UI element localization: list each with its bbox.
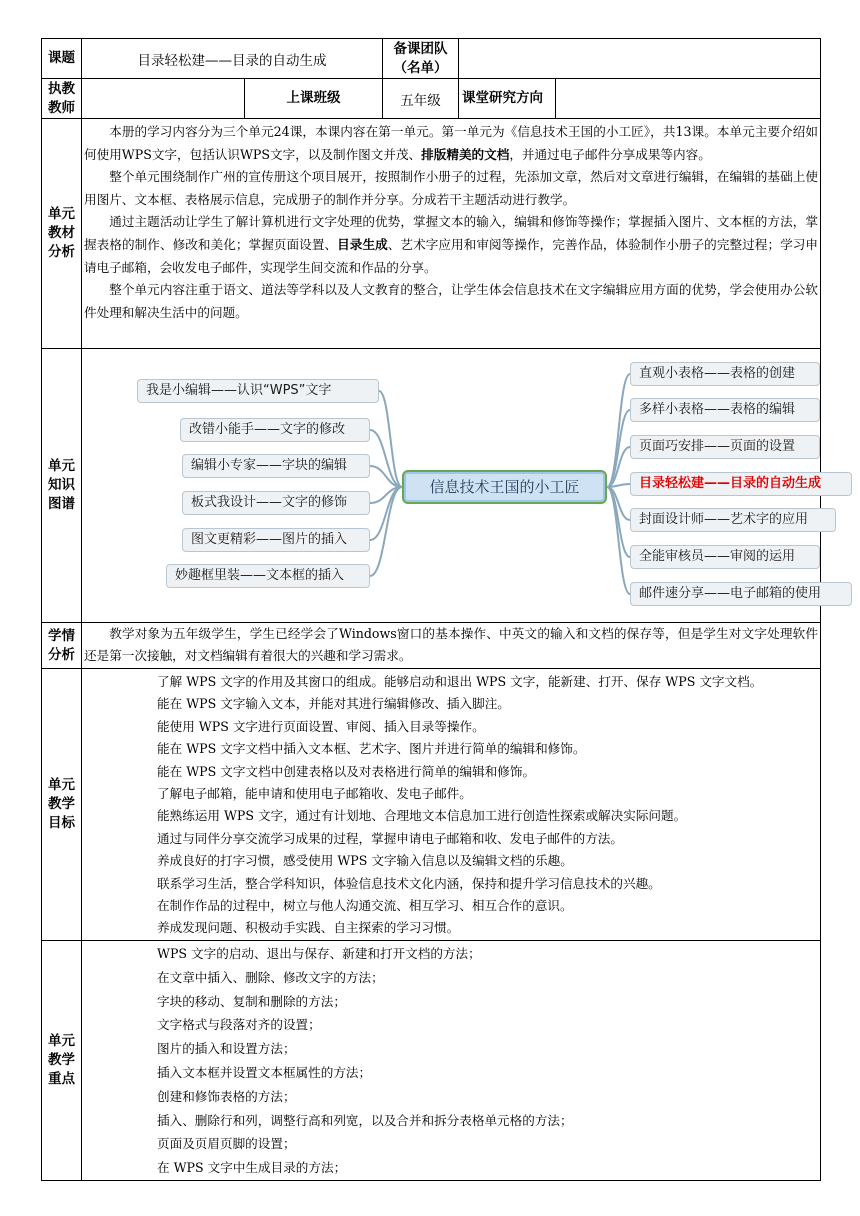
- topic-value: 目录轻松建——目录的自动生成: [82, 39, 383, 79]
- text-run: 、艺术字应用和审阅等操作，完善作品，体验制作小册子的完整过程；学习申请电子邮箱，会收发电子邮件，实现学生间交流和作品的分享。: [84, 236, 818, 275]
- knowledge-map-label: [42, 349, 82, 623]
- mind-map-left-node: 板式我设计——文字的修饰: [182, 491, 370, 515]
- label-line: 单元: [48, 777, 75, 793]
- mind-map-left-node: 图文更精彩——图片的插入: [182, 528, 370, 552]
- label-line: 分析: [48, 646, 75, 663]
- teaching-goals-label: [42, 669, 82, 941]
- text-run: 本册的学习内容分为三个单元24课，本课内容在第一单元。第一单元为《信息技术王国的小工匠》，共13课。本单元主要介绍如何使用WPS文字，包括认识WPS文字，以及制作图文并茂、: [84, 124, 818, 162]
- mind-map-right-node: 直观小表格——表格的创建: [630, 362, 820, 386]
- teaching-goal-item: 了解电子邮箱，能申请和使用电子邮箱收、发电子邮件。: [157, 785, 472, 801]
- key-point-item: 插入文本框并设置文本框属性的方法；: [157, 1064, 372, 1080]
- label-line: 教材: [48, 225, 75, 241]
- label-line: 分析: [48, 244, 75, 260]
- mind-map-left-node: 编辑小专家——字块的编辑: [182, 454, 370, 478]
- mind-map-left-node: 改错小能手——文字的修改: [180, 418, 370, 442]
- mind-map-right-node: 多样小表格——表格的编辑: [630, 398, 820, 422]
- teaching-goals-row: [42, 669, 821, 941]
- key-point-item: 插入、删除行和列，调整行高和列宽，以及合并和拆分表格单元格的方法；: [157, 1112, 573, 1128]
- label-line: 单元: [48, 458, 75, 474]
- analysis-paragraph-4: 整个单元内容注重于语文、道法等学科以及人文教育的整合，让学生体会信息技术在文字编辑应用方面的优势，学会使用办公软件处理和解决生活中的问题。: [84, 282, 818, 320]
- key-point-item: 在文章中插入、删除、修改文字的方法；: [157, 969, 384, 985]
- grade-value: 五年级: [383, 79, 459, 119]
- team-label: [383, 39, 459, 79]
- teaching-goal-item: 了解 WPS 文字的作用及其窗口的组成。能够启动和退出 WPS 文字，能新建、打开、保存 WPS 文字文档。: [157, 674, 763, 689]
- bold-run: 目录生成: [337, 236, 388, 252]
- label-line: 图谱: [48, 496, 75, 512]
- teaching-goal-item: 能熟练运用 WPS 文字，通过有计划地、合理地文本信息加工进行创造性探索或解决实际问题。: [157, 808, 687, 824]
- mind-map-right-node: 页面巧安排——页面的设置: [630, 435, 820, 459]
- analysis-paragraph-3: [82, 211, 820, 279]
- key-points-label: [42, 941, 82, 1181]
- mind-map-left-branch: [370, 487, 402, 576]
- teacher-value: [82, 79, 245, 119]
- analysis-paragraph-1: [82, 121, 820, 166]
- teaching-goal-item: 能使用 WPS 文字进行页面设置、审阅、插入目录等操作。: [157, 718, 485, 734]
- student-analysis-label: [42, 623, 82, 669]
- label-line: 重点: [48, 1070, 75, 1087]
- key-points-content: [82, 941, 821, 1181]
- key-points-list: [82, 942, 820, 1180]
- teacher-row: [42, 79, 821, 119]
- mind-map-left-node: 我是小编辑——认识“WPS”文字: [137, 379, 379, 403]
- teaching-goals-content: [82, 669, 821, 941]
- key-point-item: 在 WPS 文字中生成目录的方法；: [157, 1160, 347, 1176]
- teaching-goal-item: 通过与同伴分享交流学习成果的过程，掌握申请电子邮箱和收、发电子邮件的方法。: [157, 830, 623, 846]
- class-label: 上课班级: [245, 79, 383, 119]
- key-points-row: [42, 941, 821, 1181]
- topic-row: [42, 39, 821, 79]
- knowledge-map-row: [42, 349, 821, 623]
- mind-map-left-node: 妙趣框里装——文本框的插入: [166, 564, 370, 588]
- key-point-item: 创建和修饰表格的方法；: [157, 1088, 296, 1104]
- teaching-goal-item: 能在 WPS 文字文档中插入文本框、艺术字、图片并进行简单的编辑和修饰。: [157, 741, 586, 757]
- student-analysis-text: 教学对象为五年级学生，学生已经学会了Windows窗口的基本操作、中英文的输入和文档的保存等，但是学生对文字处理软件还是第一次接触，对文档编辑有着很大的兴趣和学习需求。: [84, 626, 818, 663]
- team-label-line1: 备课团队: [393, 40, 448, 57]
- teaching-goal-item: 养成良好的打字习惯，感受使用 WPS 文字输入信息以及编辑文档的乐趣。: [157, 853, 573, 869]
- mind-map: [82, 350, 820, 622]
- teacher-label: [42, 79, 82, 119]
- key-point-item: 图片的插入和设置方法；: [157, 1041, 296, 1057]
- textbook-analysis-row: [42, 119, 821, 349]
- student-analysis-row: [42, 623, 821, 669]
- teaching-goals-list: [82, 671, 820, 940]
- mind-map-right-node: 全能审核员——审阅的运用: [630, 545, 820, 569]
- teaching-goal-item: 在制作作品的过程中，树立与他人沟通交流、相互学习、相互合作的意识。: [157, 897, 573, 913]
- mind-map-right-node: 封面设计师——艺术字的应用: [630, 508, 836, 532]
- teaching-goal-item: 养成发现问题、积极动手实践、自主探索的学习习惯。: [157, 920, 460, 936]
- text-run: 通过主题活动让学生了解计算机进行文字处理的优势，掌握文本的输入，编辑和修饰等操作；掌握插入图片、文本框的方法，掌握表格的制作、修改和美化；掌握页面设置、: [84, 214, 818, 252]
- label-line: 教学: [48, 1051, 75, 1068]
- team-label-line2: （名单）: [393, 59, 448, 76]
- key-point-item: 页面及页眉页脚的设置；: [157, 1136, 296, 1152]
- topic-label: 课题: [42, 39, 82, 79]
- teacher-label-line1: 执教: [48, 80, 75, 97]
- research-label: 课堂研究方向: [459, 79, 556, 119]
- research-value: [556, 79, 821, 119]
- label-line: 目标: [48, 815, 75, 831]
- key-point-item: WPS 文字的启动、退出与保存、新建和打开文档的方法；: [157, 946, 481, 961]
- analysis-paragraph-2: 整个单元围绕制作广州的宣传册这个项目展开，按照制作小册子的过程，先添加文章，然后对文章进行编辑，在编辑的基础上使用图片、文本框、表格展示信息，完成册子的制作并分享。分成若干主题活动进行教学。: [84, 169, 818, 207]
- bold-run: 排版精美的文档: [421, 146, 510, 162]
- lesson-plan-table: [41, 38, 821, 1181]
- key-point-item: 文字格式与段落对齐的设置；: [157, 1017, 321, 1033]
- student-analysis-content: [82, 623, 821, 669]
- teacher-label-line2: 教师: [48, 99, 75, 116]
- text-run: ，并通过电子邮件分享成果等内容。: [509, 146, 711, 162]
- teaching-goal-item: 能在 WPS 文字文档中创建表格以及对表格进行简单的编辑和修饰。: [157, 763, 536, 779]
- key-point-item: 字块的移动、复制和删除的方法；: [157, 993, 346, 1009]
- label-line: 单元: [48, 206, 75, 222]
- mind-map-right-node: 邮件速分享——电子邮箱的使用: [630, 582, 852, 606]
- knowledge-map-cell: [82, 349, 821, 623]
- mind-map-center-node: 信息技术王国的小工匠: [402, 470, 607, 504]
- label-line: 教学: [48, 796, 75, 812]
- teaching-goal-item: 联系学习生活，整合学科知识，体验信息技术文化内涵，保持和提升学习信息技术的兴趣。: [157, 875, 661, 891]
- label-line: 学情: [48, 627, 75, 644]
- label-line: 单元: [48, 1032, 75, 1049]
- textbook-analysis-label: [42, 119, 82, 349]
- textbook-analysis-content: [82, 119, 821, 349]
- team-value: [459, 39, 821, 79]
- teaching-goal-item: 能在 WPS 文字输入文本，并能对其进行编辑修改、插入脚注。: [157, 696, 510, 712]
- mind-map-highlight-node: 目录轻松建——目录的自动生成: [630, 472, 852, 496]
- label-line: 知识: [48, 477, 75, 493]
